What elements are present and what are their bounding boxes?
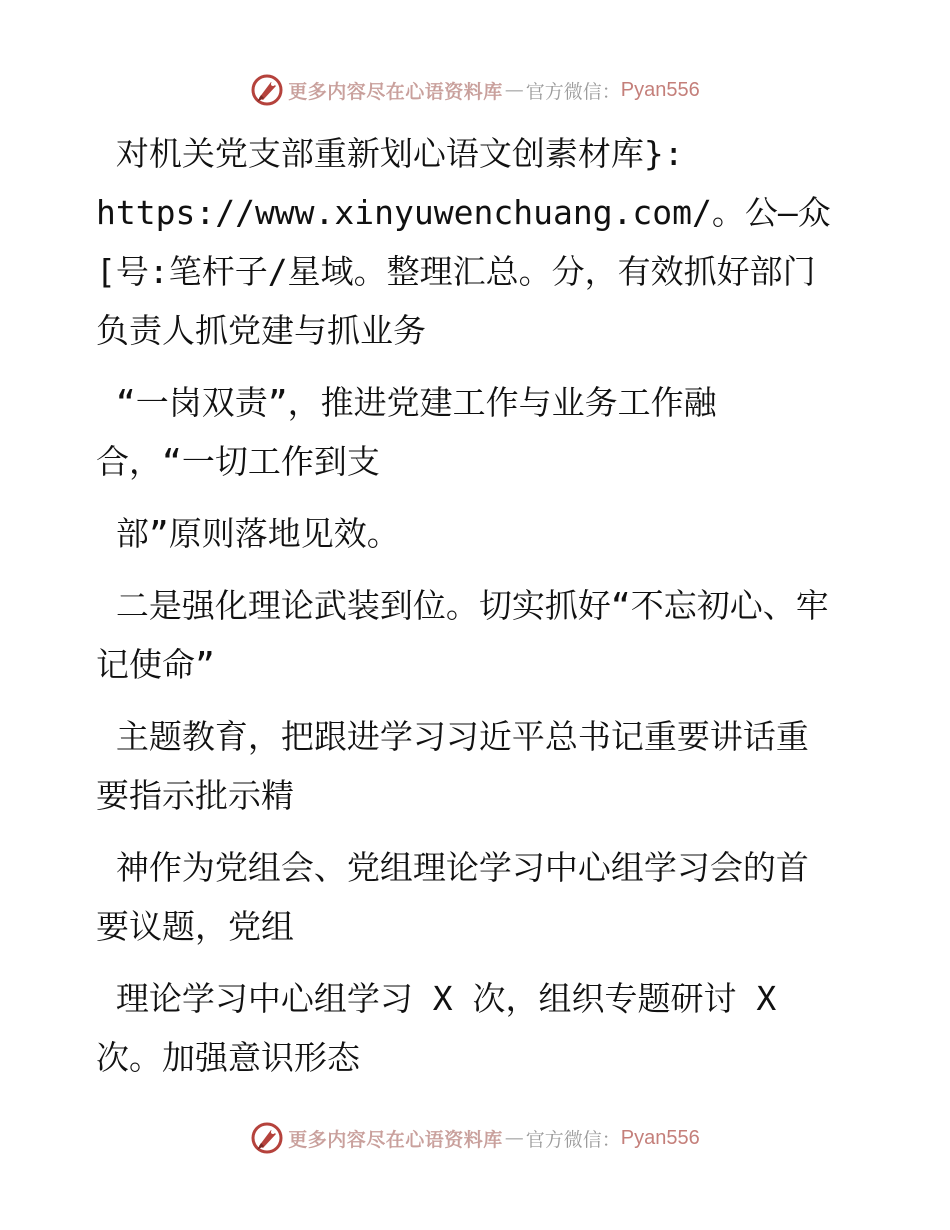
footer-separator: —	[504, 1127, 524, 1149]
footer-brand-text: 更多内容尽在心语资料库	[288, 1128, 503, 1151]
paragraph: 二是强化理论武装到位。切实抓好“不忘初心、牢记使命”	[96, 586, 829, 684]
header-separator: —	[504, 79, 524, 101]
paragraph: 主题教育，把跟进学习习近平总书记重要讲话重要指示批示精	[96, 717, 809, 815]
header-wechat-label: 官方微信：	[525, 80, 621, 103]
paragraph: 神作为党组会、党组理论学习中心组学习会的首要议题，党组	[96, 848, 809, 946]
footer-wechat-id: Pyan556	[620, 1126, 700, 1149]
header-brand-text: 更多内容尽在心语资料库	[288, 80, 503, 103]
footer-banner-content	[250, 1121, 700, 1155]
header-banner	[0, 70, 950, 110]
footer-banner	[0, 1118, 950, 1158]
pen-nib-logo-icon	[250, 1121, 284, 1155]
paragraph: 部”原则落地见效。	[96, 514, 400, 553]
header-banner-content	[250, 73, 700, 107]
paragraph: “一岗双责”，推进党建工作与业务工作融 合，“一切工作到支	[96, 383, 717, 481]
pen-nib-logo-icon	[250, 73, 284, 107]
document-body	[96, 124, 836, 1087]
header-wechat-id: Pyan556	[620, 78, 700, 101]
footer-wechat-label: 官方微信：	[525, 1128, 621, 1151]
paragraph: 对机关党支部重新划心语文创素材库}: https://www.xinyuwenchuang.com/。公—众[号:笔杆子/星域。整理汇总。分，有效抓好部门负责人抓党建与抓业务	[96, 134, 831, 350]
paragraph: 理论学习中心组学习 X 次，组织专题研讨 X 次。加强意识形态	[96, 979, 777, 1077]
